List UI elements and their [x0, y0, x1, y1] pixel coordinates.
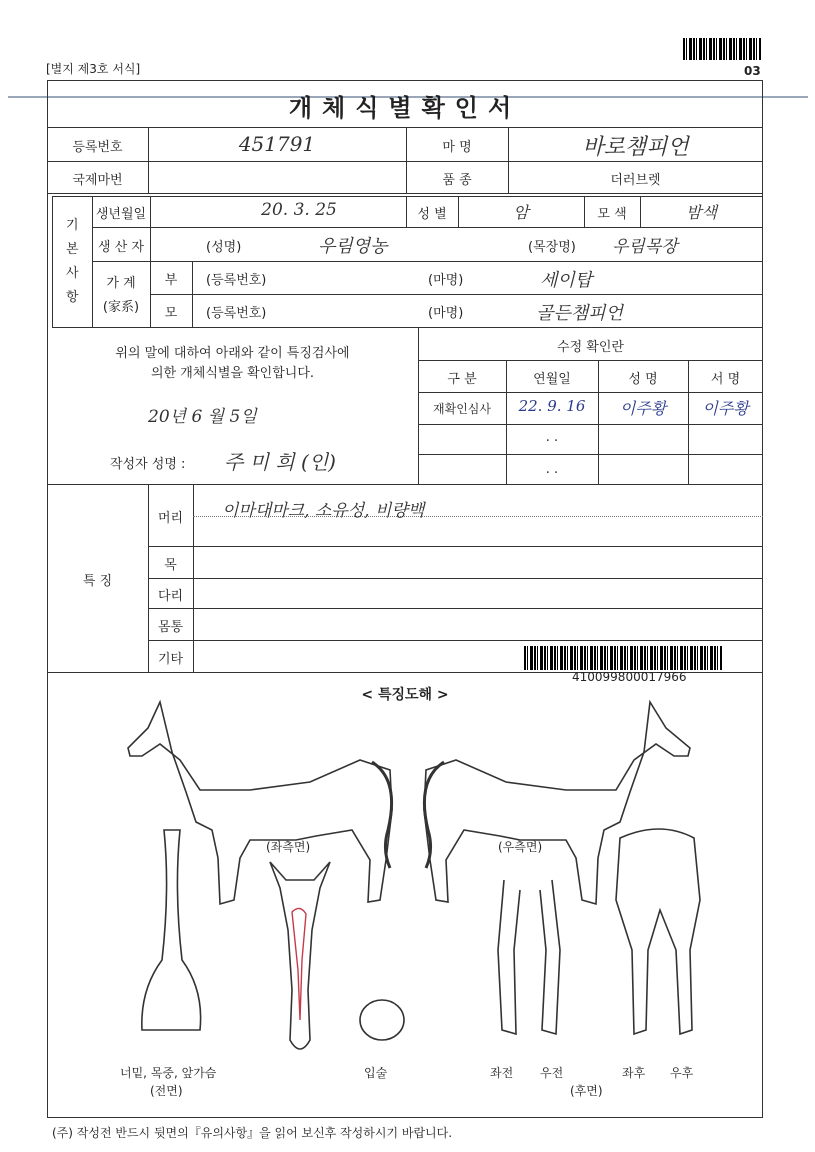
features-section-label: 특 징 [82, 574, 113, 589]
reg-no-value: 451791 [238, 132, 316, 156]
left-side-tail [372, 762, 392, 868]
hind-right-label: 우후 [670, 1066, 694, 1080]
row1-name: 이주황 [619, 399, 667, 418]
top-barcode [683, 38, 761, 60]
statement-line2: 의한 개체식별을 확인합니다. [150, 366, 315, 381]
right-side-horse [424, 702, 690, 904]
col-sign: 서 명 [710, 372, 741, 387]
farm-label: (목장명) [528, 240, 576, 255]
sire-label: 부 [164, 273, 178, 288]
breed-label: 품 종 [442, 173, 472, 188]
reg-no-label: 등록번호 [72, 140, 123, 155]
sire-name-label: (마명) [428, 273, 464, 288]
col-date: 연월일 [533, 372, 571, 387]
hind-view [616, 829, 700, 1034]
left-side-horse [128, 702, 392, 904]
revision-title: 수정 확인란 [557, 340, 624, 355]
diagram-title: < 특징도해 > [361, 687, 449, 703]
breeder-label: 생 산 자 [98, 240, 144, 255]
farm-value: 우림목장 [612, 237, 678, 257]
breeder-name-label: (성명) [206, 240, 242, 255]
dam-name-label: (마명) [428, 306, 464, 321]
rear-label: (후면) [570, 1084, 603, 1098]
sire-reg-label: (등록번호) [206, 273, 267, 288]
row1-type: 재확인심사 [433, 402, 491, 416]
horse-name-value: 바로챔피언 [582, 135, 689, 160]
sex-label: 성 별 [417, 207, 447, 222]
neck-label: 목 [164, 558, 177, 573]
coat-value: 밤색 [686, 203, 717, 222]
row2-date: . . [545, 430, 559, 445]
front-left-label: 좌전 [490, 1066, 514, 1080]
col-type: 구 분 [447, 372, 477, 387]
statement-line1: 위의 말에 대하여 아래와 같이 특징검사에 [115, 346, 350, 361]
face-marking [292, 908, 306, 1020]
neck-front [142, 830, 201, 1030]
feature-barcode [524, 646, 722, 670]
form-label: [별지 제3호 서식] [46, 62, 141, 76]
breeder-name-value: 우림영농 [318, 236, 388, 257]
head-label: 머리 [157, 511, 184, 526]
front-label: (전면) [150, 1084, 183, 1098]
right-side-label: (우측면) [498, 840, 543, 854]
breed-value: 더러브렛 [610, 173, 661, 188]
birth-label: 생년월일 [95, 207, 147, 222]
basic-section-label: 기본사항 [66, 218, 79, 305]
hind-left-label: 좌후 [622, 1066, 646, 1080]
birth-value: 20. 3. 25 [261, 200, 337, 220]
front-right-label: 우전 [540, 1066, 564, 1080]
front-legs [498, 880, 560, 1034]
col-name: 성 명 [628, 372, 658, 387]
lips-outline [360, 1000, 404, 1040]
page-code: 03 [744, 64, 761, 78]
front-caption: 너밑, 목중, 앞가슴 [120, 1066, 217, 1080]
horse-name-label: 마 명 [442, 140, 472, 155]
face-front [270, 862, 330, 1049]
row1-sign: 이주황 [702, 399, 749, 418]
family-label: 가 계 [106, 276, 136, 291]
page-title: 개체식별확인서 [288, 94, 522, 122]
body-label: 몸통 [157, 620, 184, 635]
other-label: 기타 [157, 652, 184, 667]
row3-date: . . [545, 462, 559, 477]
family-hanja: (家系) [102, 300, 140, 315]
lips-label: 입술 [364, 1066, 388, 1080]
dam-name-value: 골든챔피언 [536, 303, 623, 324]
confirm-date: 20년 6 월 5일 [148, 407, 257, 427]
sire-name-value: 세이탑 [540, 270, 593, 291]
coat-label: 모 색 [597, 207, 627, 222]
intl-no-label: 국제마번 [72, 173, 123, 188]
author-value: 주 미 희 (인) [224, 450, 336, 474]
author-label: 작성자 성명 : [110, 457, 186, 472]
dam-label: 모 [164, 306, 178, 321]
right-side-tail [424, 762, 444, 868]
legs-label: 다리 [157, 589, 184, 604]
barcode-number: 410099800017966 [572, 670, 687, 684]
sex-value: 암 [513, 203, 529, 222]
horse-diagram [100, 690, 720, 1070]
head-value: 이마대마크, 소유성, 비량백 [222, 501, 425, 521]
dam-reg-label: (등록번호) [206, 306, 267, 321]
left-side-label: (좌측면) [266, 840, 311, 854]
footer-note: (주) 작성전 반드시 뒷면의『유의사항』을 읽어 보신후 작성하시기 바랍니다. [52, 1126, 453, 1140]
row1-date: 22. 9. 16 [518, 397, 586, 415]
